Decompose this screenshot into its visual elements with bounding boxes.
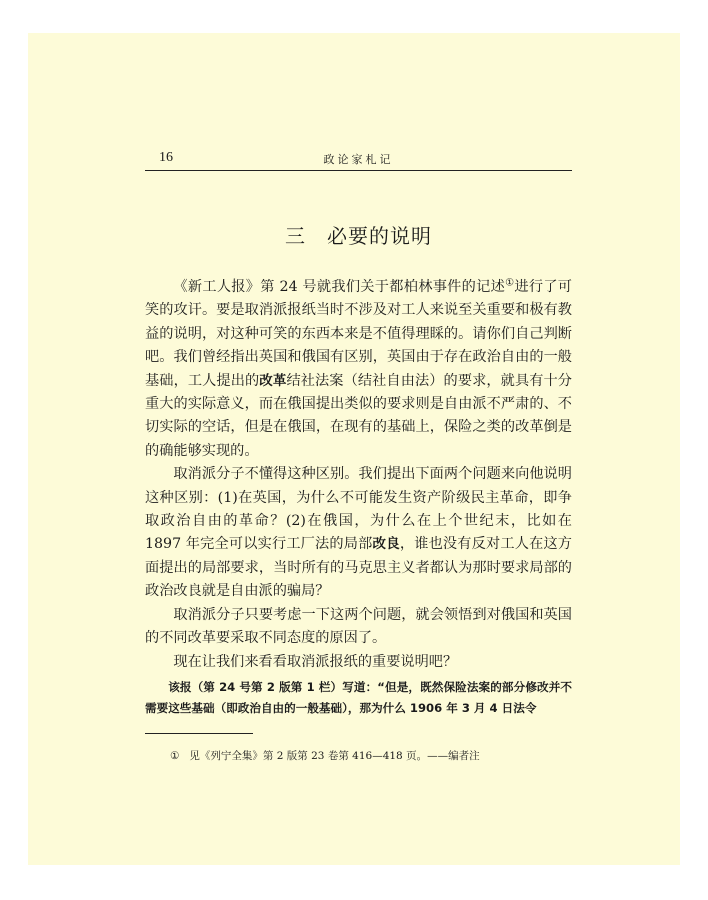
paragraph-1 (145, 276, 572, 463)
footnote-reference[interactable]: ① (505, 277, 515, 289)
paragraph-2-text-b: ，谁也没有反对工人在这方面提出的局部要求，当时所有的马克思主义者都认为那时要求局部的政治改良就是自由派的骗局？ (145, 536, 572, 600)
page-number: 16 (159, 150, 173, 165)
emphasis-reform: 改革 (259, 372, 287, 389)
page-header (145, 150, 572, 171)
paragraph-4: 现在让我们来看看取消派报纸的重要说明吧？ (173, 653, 458, 670)
running-title: 政论家札记 (323, 153, 394, 166)
quoted-passage-text: 该报（第 24 号第 2 版第 1 栏）写道：“但是，既然保险法案的部分修改并不需要这些基础（即政治自由的一般基础），那为什么 1906 年 3 月 4 日法令 (145, 680, 572, 715)
footnote (170, 748, 480, 763)
footnote-divider (145, 733, 253, 734)
footnote-text: 见《列宁全集》第 2 版第 23 卷第 416—418 页。——编者注 (189, 750, 480, 762)
paragraph-2-text-a: 取消派分子不懂得这种区别。我们提出下面两个问题来向他说明这种区别：(1)在英国，为什么不可能发生资产阶级民主革命，即争取政治自由的革命？(2)在俄国，为什么在上个世纪末，比如在 1897 年完全可以实行工厂法的局部 (145, 466, 572, 553)
paragraph-1-text-c: 结社法案（结社自由法）的要求，就具有十分重大的实际意义，而在俄国提出类似的要求则是自由派不严肃的、不切实际的空话，但是在俄国，在现有的基础上，保险之类的改革倒是的确能够实现的。 (145, 372, 572, 459)
paragraph-1-text-b: 进行了可笑的攻讦。要是取消派报纸当时不涉及对工人来说至关重要和极有教益的说明，对这种可笑的东西本来是不值得理睬的。请你们自己判断吧。我们曾经指出英国和俄国有区别，英国由于存在政治自由的一般基础，工人提出的 (145, 279, 572, 389)
footnote-mark: ① (170, 750, 180, 762)
chapter-title: 三 必要的说明 (285, 224, 432, 248)
emphasis-improvement: 改良 (372, 536, 400, 553)
body-text (145, 276, 572, 674)
paragraph-3: 取消派分子只要考虑一下这两个问题，就会领悟到对俄国和英国的不同改革要采取不同态度的原因了。 (145, 606, 572, 647)
paragraph-1-text-a: 《新工人报》第 24 号就我们关于都柏林事件的记述 (173, 279, 506, 295)
quoted-passage (145, 677, 572, 719)
paragraph-2 (145, 463, 572, 603)
